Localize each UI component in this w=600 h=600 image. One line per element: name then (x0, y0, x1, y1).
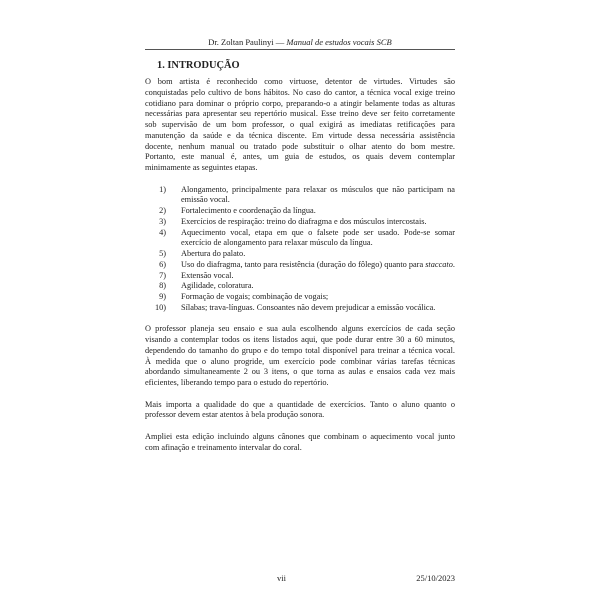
list-item (145, 271, 455, 282)
list-number: 3) (159, 216, 166, 226)
paragraph-line: O bom artista é reconhecido como virtuose, detentor de virtudes. Virtudes são (145, 77, 455, 87)
paragraph-line: Portanto, este manual é, antes, um guia de estudos, os quais devem contemplar (145, 152, 455, 162)
list-item-text: exercício de alongamento para relaxar músculo da língua. (181, 238, 373, 248)
list-item-text-segment: Uso do diafragma, tanto para resistência (duração do fôlego) quanto para (181, 259, 426, 269)
paragraph-line: visando a contemplar todos os itens listados aqui, que pode durar entre 30 a 60 minutos, (145, 335, 455, 345)
intro-paragraph (145, 77, 455, 174)
edition-paragraph (145, 432, 455, 454)
list-item (145, 281, 455, 292)
paragraph-line: dependendo do tamanho do grupo e do tempo total disponível para treinar a técnica vocal. (145, 345, 455, 355)
list-item-text: Abertura do palato. (181, 249, 246, 259)
running-header (145, 36, 455, 48)
list-number: 10) (154, 302, 166, 312)
steps-list (145, 185, 455, 314)
paragraph-line: manutenção da saúde e da técnica discente. Em virtude dessa necessária assistência (145, 130, 455, 140)
paragraph-line: docente, nenhum manual ou tratado pode substituir o olhar atento do bom mestre. (145, 141, 455, 151)
list-item-text (181, 260, 455, 271)
paragraph-line: À medida que o aluno progride, um exercício pode combinar várias tarefas técnicas (145, 356, 455, 366)
list-item (145, 206, 455, 217)
list-number: 9) (159, 292, 166, 302)
list-number: 7) (159, 270, 166, 280)
paragraph-line: sob supervisão de um bom professor, o qual exigirá as imediatas retificações para (145, 120, 455, 130)
list-number: 2) (159, 206, 166, 216)
list-number: 5) (159, 249, 166, 259)
header-title: Manual de estudos vocais SCB (286, 37, 392, 47)
footer-page-number: vii (277, 573, 286, 583)
paragraph-line: conquistadas pelo cultivo de bons hábitos. No caso do cantor, a técnica vocal exige treino (145, 87, 455, 97)
paragraph-line: O professor planeja seu ensaio e sua aula escolhendo alguns exercícios de cada seção (145, 324, 455, 334)
list-item (145, 249, 455, 260)
header-author: Dr. Zoltan Paulinyi — (208, 37, 287, 47)
list-item-text: Formação de vogais; combinação de vogais; (181, 292, 329, 302)
list-item-text-segment: . (452, 259, 455, 269)
quality-paragraph (145, 400, 455, 422)
list-item-text: Alongamento, principalmente para relaxar os músculos que não participam na (181, 184, 455, 194)
paragraph-line: professor devem estar atentos à bela produção sonora. (145, 410, 325, 420)
planning-paragraph (145, 324, 455, 389)
list-item-text: Aquecimento vocal, etapa em que o falsete pode ser usado. Pode-se somar (181, 227, 455, 237)
list-item-text: Agilidade, coloratura. (181, 281, 254, 291)
list-item (145, 217, 455, 228)
list-item-text: emissão vocal. (181, 195, 230, 205)
paragraph-line: necessárias para apresentar seu repertório musical. Esse treino deve ser feito corretamente (145, 109, 455, 119)
paragraph-line: cotidiano para dominar o próprio corpo, preparando-o a atingir belamente todas as alturas (145, 98, 455, 108)
list-number: 6) (159, 259, 166, 269)
footer-date: 25/10/2023 (416, 573, 455, 583)
paragraph-line: com afinação e treinamento intervalar do coral. (145, 442, 302, 452)
list-item (145, 228, 455, 250)
list-item-text: Fortalecimento e coordenação da língua. (181, 206, 316, 216)
list-item-text: Exercícios de respiração: treino do diafragma e dos músculos intercostais. (181, 216, 427, 226)
list-item (145, 303, 455, 314)
paragraph-line: Ampliei esta edição incluindo alguns cânones que combinam o aquecimento vocal junto (145, 431, 455, 441)
list-item (145, 260, 455, 271)
list-number: 1) (159, 184, 166, 194)
paragraph-line: minimamente as seguintes etapas. (145, 163, 258, 173)
list-item-text: Extensão vocal. (181, 270, 234, 280)
emphasis-term: staccato (425, 259, 453, 269)
list-number: 8) (159, 281, 166, 291)
list-item-text: Sílabas; trava-línguas. Consoantes não devem prejudicar a emissão vocálica. (181, 302, 436, 312)
list-number: 4) (159, 227, 166, 237)
paragraph-line: eficientes, liberando tempo para o estudo do repertório. (145, 378, 329, 388)
paragraph-line: Mais importa a qualidade do que a quantidade de exercícios. Tanto o aluno quanto o (145, 399, 455, 409)
paragraph-line: abordando simultaneamente 2 ou 3 itens, o que torna as aulas e ensaios cada vez mais (145, 367, 455, 377)
header-rule (145, 49, 455, 50)
section-heading: 1. INTRODUÇÃO (157, 60, 240, 71)
list-item (145, 292, 455, 303)
list-item (145, 185, 455, 207)
